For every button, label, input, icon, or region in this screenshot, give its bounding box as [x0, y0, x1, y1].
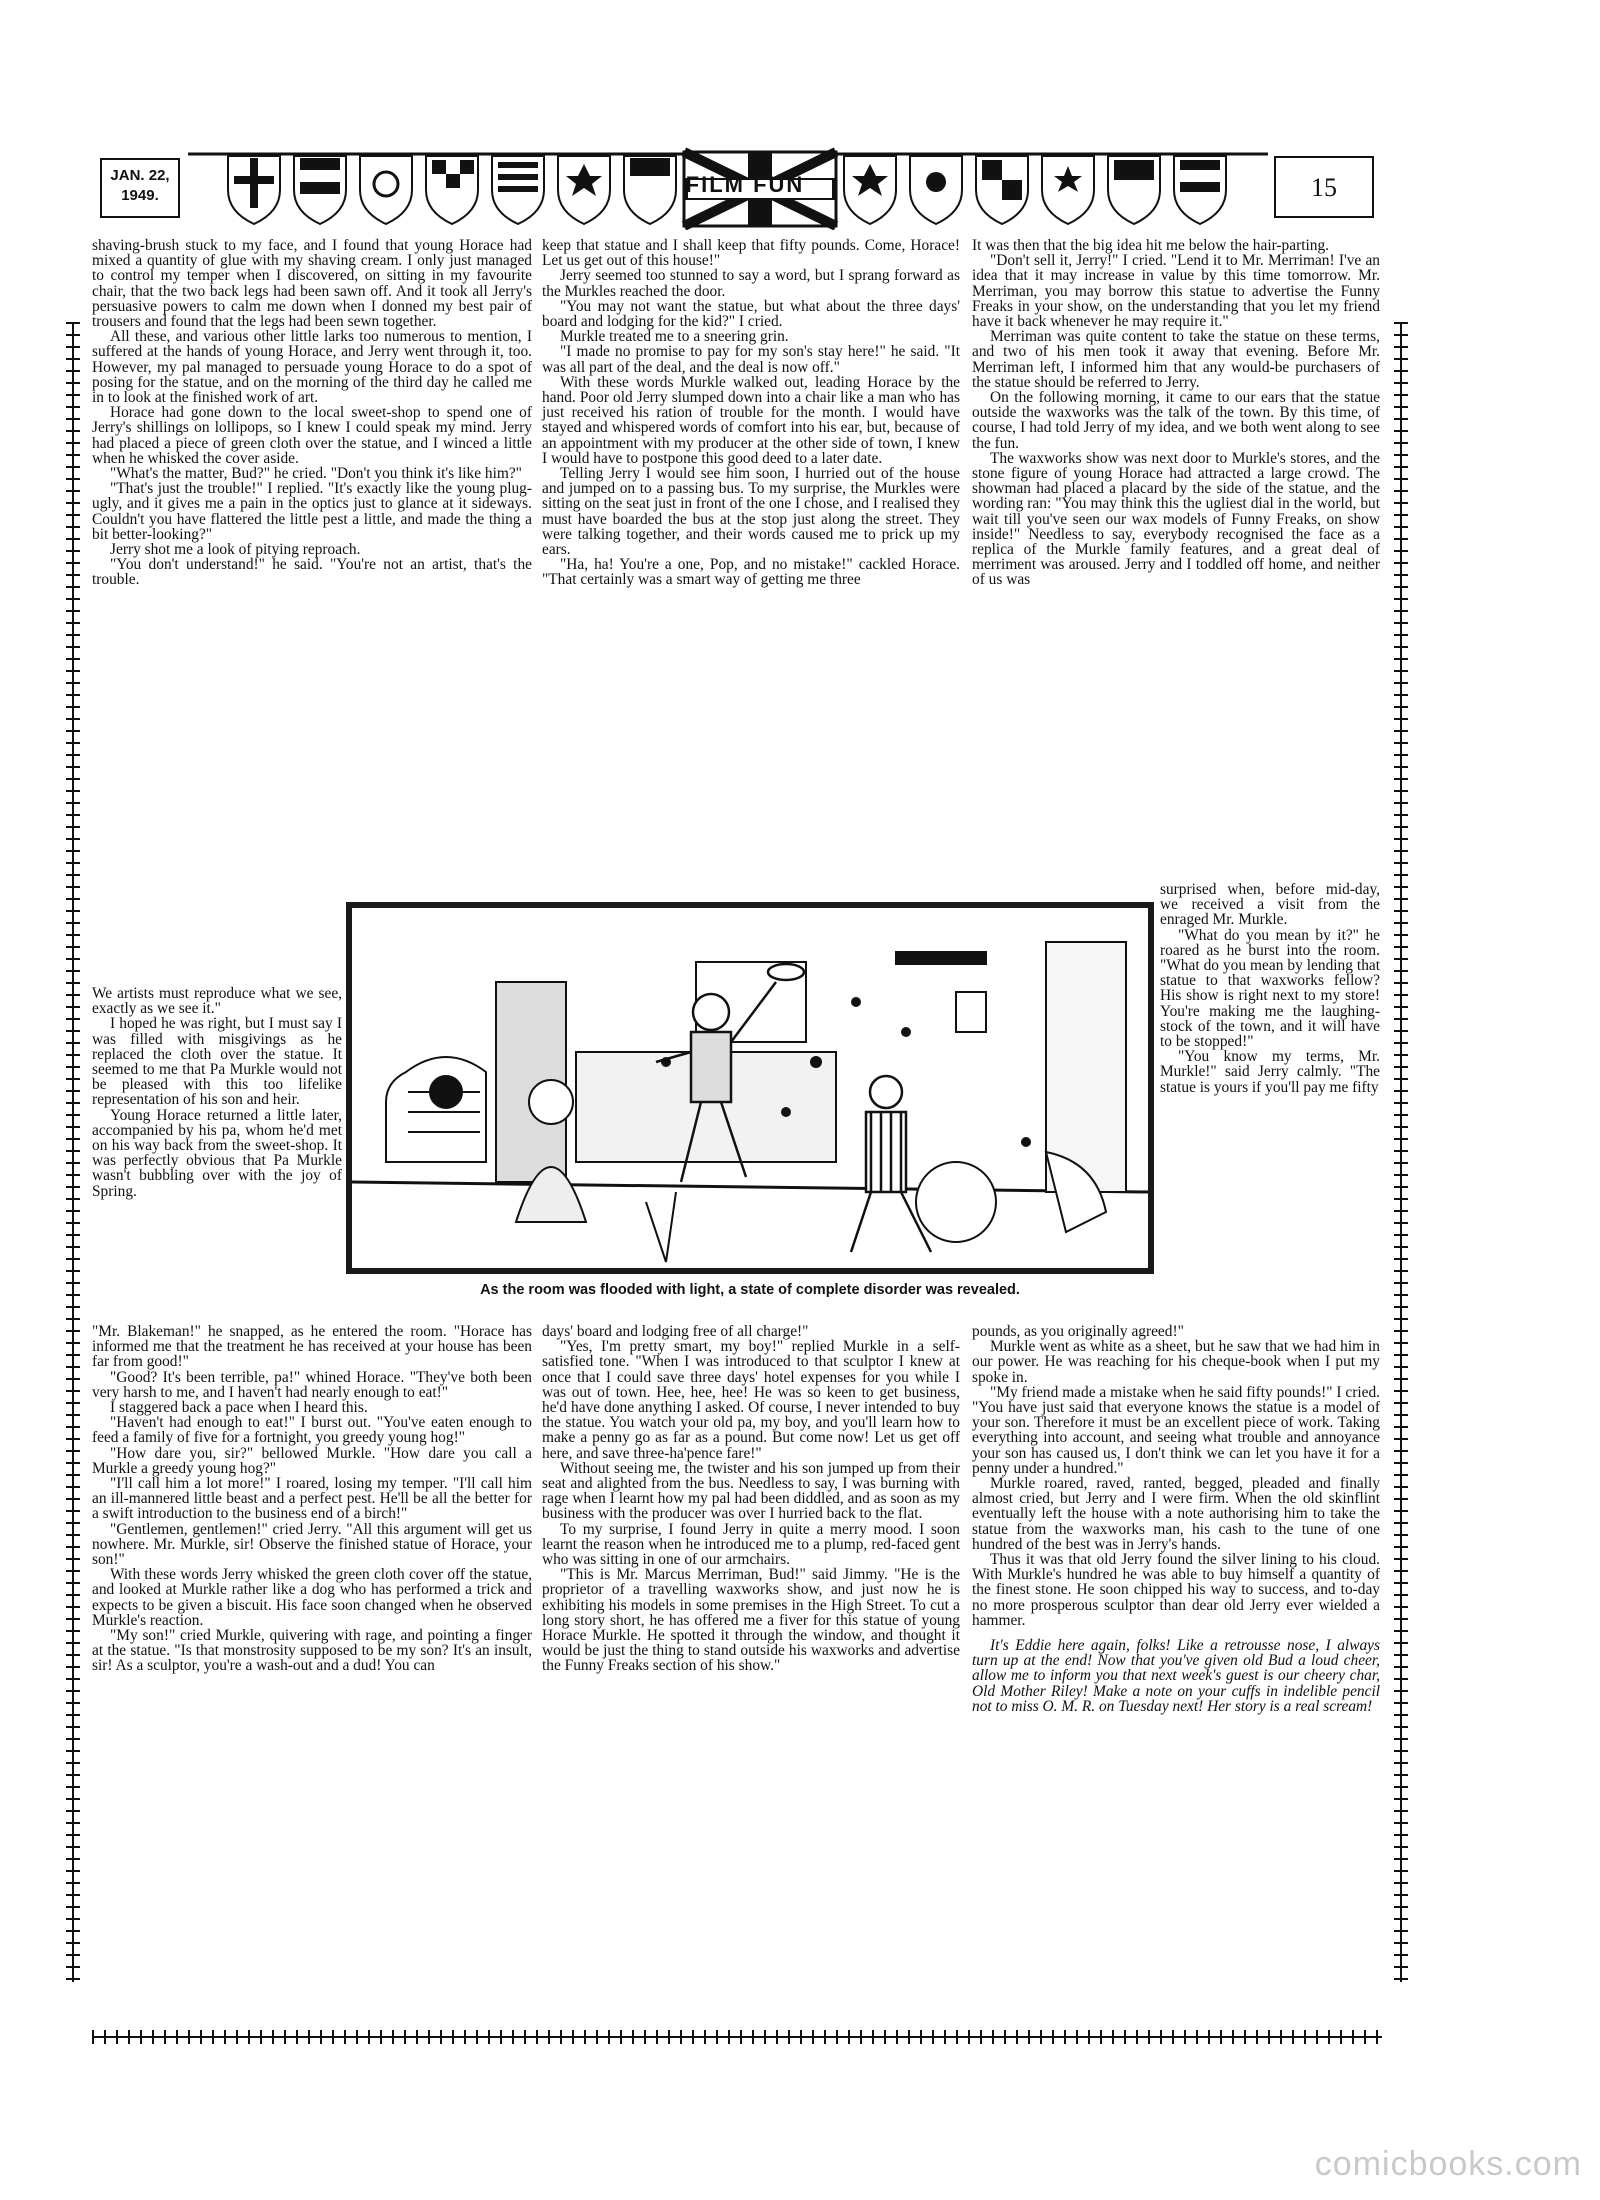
paragraph: Telling Jerry I would see him soon, I hurried out of the house and jumped on to a passing bus. To my surprise, the Murkles were sitting on the seat just in front of the one I chose, and I realised they must have boarded the bus at the stop just along the street. They were talking together, and their words caused me to prick up my ears. — [542, 465, 961, 559]
title-banner — [652, 142, 832, 228]
paragraph: Thus it was that old Jerry found the silver lining to his cloud. With Murkle's hundred he was able to buy himself a quantity of the finest stone. He soon chipped his way to success, and to-day no more prosperous sculptor than dear old Jerry ever wielded a hammer. — [972, 1551, 1380, 1629]
bottom-border — [92, 2030, 1382, 2044]
right-border — [1394, 322, 1408, 1982]
paragraph: Murkle went as white as a sheet, but he saw that we had him in our power. He was reaching for his cheque-book when I put my spoke in. — [972, 1338, 1380, 1386]
paragraph: "Ha, ha! You're a one, Pop, and no mistake!" cackled Horace. "That certainly was a smart way of getting me three — [542, 556, 960, 589]
paragraph: days' board and lodging free of all charge!" — [542, 1323, 809, 1340]
paragraph: To my surprise, I found Jerry in quite a merry mood. I soon learnt the reason when he introduced me to a plump, red-faced gent who was sitting in one of our armchairs. — [542, 1520, 960, 1569]
paragraph: Jerry shot me a look of pitying reproach. — [110, 541, 361, 559]
paragraph: Jerry seemed too stunned to say a word, but I sprang forward as the Murkles reached the door. — [542, 267, 960, 300]
paragraph: We artists must reproduce what we see, exactly as we see it." — [92, 985, 342, 1018]
issue-date — [100, 158, 180, 218]
paragraph: It was then that the big idea hit me below the hair-parting. — [972, 237, 1329, 254]
paragraph: With these words Murkle walked out, leading Horace by the hand. Poor old Jerry slumped down into a chair like a man who has just received his ration of trouble for the month. I would have stayed and whispered words of comfort into his ear, but, because of an appointment with my producer at the other side of town, I knew I would have to postpone this good deed to a later date. — [542, 373, 960, 467]
column-3-bottom — [972, 1324, 1380, 1714]
paragraph: I staggered back a pace when I heard this. — [110, 1399, 368, 1417]
paragraph: pounds, as you originally agreed!" — [972, 1323, 1184, 1340]
left-border — [66, 322, 80, 1982]
paragraph: Murkle treated me to a sneering grin. — [560, 328, 789, 346]
paragraph: shaving-brush stuck to my face, and I found that young Horace had mixed a quantity of glue with my shaving cream. I only just managed to control my temper when I discovered, on sitting in my favourite chair, that the two back legs had been sawn off. And it took all Jerry's persuasive powers to calm me down when I donned my best pair of trousers and found that the legs had been sewn together. — [92, 237, 532, 331]
paragraph: "My friend made a mistake when he said fifty pounds!" I cried. "You have just said that everyone knows the statue is a model of your son. Therefore it must be an excellent piece of work. Taking everything into account, and seeing what trouble and annoyance your son has caused us, I don't think we can let you have it for a penny under a hundred." — [972, 1383, 1380, 1477]
paragraph: "What do you mean by it?" he roared as he burst into the room. "What do you mean by lending that statue to that waxworks fellow? His show is right next to my store! You're making me the laughing-stock of the town, and it will have to be stopped!" — [1160, 926, 1380, 1051]
paragraph: "Mr. Blakeman!" he snapped, as he entered the room. "Horace has informed me that the treatment he has received at your house has been far from good!" — [92, 1323, 532, 1371]
paragraph: Horace had gone down to the local sweet-shop to spend one of Jerry's shillings on lollipops, so I knew I could speak my mind. Jerry had placed a piece of green cloth over the statue, and I winced a little when he whisked the cover aside. — [92, 404, 532, 467]
paragraph: "Don't sell it, Jerry!" I cried. "Lend it to Mr. Merriman! I've an idea that it may increase in value by this time tomorrow. Mr. Merriman, you may borrow this statue to advertise the Funny Freaks in your show, on the understanding that you let my friend have it back whenever he may require it." — [972, 252, 1380, 331]
paragraph: Without seeing me, the twister and his son jumped up from their seat and alighted from the bus. Needless to say, I was burning with rage when I learnt how my pal had been diddled, and as soon as my business with the producer was over I hurried back to the flat. — [542, 1459, 960, 1523]
closing-note: It's Eddie here again, folks! Like a retrousse nose, I always turn up at the end! Now that you've given old Bud a loud cheer, allow me to inform you that next week's guest is our cheery char, Old Mother Riley! Make a note on your cuffs in indelible pencil not to miss O. M. R. on Tuesday next! Her story is a real scream! — [972, 1637, 1380, 1715]
page-number: 15 — [1274, 156, 1374, 218]
paragraph: On the following morning, it came to our ears that the statue outside the waxworks was the talk of the town. By this time, of course, I had told Jerry of my idea, and we both went along to see the fun. — [972, 389, 1380, 452]
comic-page — [92, 142, 1382, 2042]
paragraph: I hoped he was right, but I must say I was filled with misgivings as he replaced the cloth over the statue. It seemed to me that Pa Murkle would not be pleased with this too lifelike representation of his son and heir. — [92, 1015, 342, 1109]
paragraph: "What's the matter, Bud?" he cried. "Don't you think it's like him?" — [110, 465, 522, 483]
paragraph: Murkle roared, raved, ranted, begged, pleaded and finally almost cried, but Jerry and I were firm. When the old skinflint eventually left the house with a note authorising him to take the statue from the waxworks man, his cash to the tune of one hundred of the best was in Jerry's hands. — [972, 1475, 1380, 1553]
issue-date-line1: JAN. 22, — [110, 167, 170, 184]
paragraph: "How dare you, sir?" bellowed Murkle. "How dare you call a Murkle a greedy young hog?" — [92, 1444, 532, 1477]
paragraph: With these words Jerry whisked the green cloth cover off the statue, and looked at Murkle rather like a dog who has performed a trick and expects to be given a biscuit. His face soon changed when he observed Murkle's reaction. — [92, 1566, 532, 1629]
site-watermark: comicbooks.com — [1314, 2145, 1582, 2183]
column-2-top — [542, 238, 960, 588]
paragraph: "Gentlemen, gentlemen!" cried Jerry. "All this argument will get us nowhere. Mr. Murkle, sir! Observe the finished statue of Horace, your son!" — [92, 1520, 532, 1569]
page-header — [92, 142, 1382, 234]
paragraph: "This is Mr. Marcus Merriman, Bud!" said Jimmy. "He is the proprietor of a travelling waxworks show, and just now he is exhibiting his models in some premises in the High Street. To cut a long story short, he has offered me a fiver for this statue of young Horace Murkle. He spotted it through the window, and thought it would be just the thing to stand outside his waxworks and advertise the Funny Freaks section of his show." — [542, 1566, 960, 1675]
paragraph: "I'll call him a lot more!" I roared, losing my temper. "I'll call him an ill-mannered little beast and a perfect pest. He'll be all the better for a swift introduction to the business end of a birch!" — [92, 1475, 532, 1523]
paragraph: "I made no promise to pay for my son's stay here!" he said. "It was all part of the deal, and the deal is now off." — [542, 343, 960, 376]
column-1-top — [92, 238, 532, 588]
paragraph: "Haven't had enough to eat!" I burst out. "You've eaten enough to feed a family of five for a fortnight, you greedy young hog!" — [92, 1414, 532, 1447]
column-3-top — [972, 238, 1380, 588]
paragraph: "Good? It's been terrible, pa!" whined Horace. "They've both been very harsh to me, and I haven't had nearly enough to eat!" — [92, 1368, 532, 1401]
paragraph: "You don't understand!" he said. "You're not an artist, that's the trouble. — [92, 556, 532, 589]
paragraph: All these, and various other little larks too numerous to mention, I suffered at the hands of young Horace, and Jerry went through it, too. However, my pal managed to persuade young Horace to do a spot of posing for the statue, and on the morning of the third day he called me in to look at the finished work of art. — [92, 328, 532, 407]
paragraph: "Yes, I'm pretty smart, my boy!" replied Murkle in a self-satisfied tone. "When I was introduced to that sculptor I knew at once that I could save three days' hotel expenses for you while I was out of town. Hee, hee, hee! He was so keen to get business, he'd have done anything I asked. Of course, I never intended to buy the statue. You watch your old pa, my boy, and you'll learn how to make a penny go as far as a pound. But come now! Let us get off here, and save three-ha'pence fare!" — [542, 1338, 960, 1462]
paragraph: surprised when, before mid-day, we received a visit from the enraged Mr. Murkle. — [1160, 881, 1380, 929]
issue-date-line2: 1949. — [121, 187, 159, 204]
paragraph: "You may not want the statue, but what about the three days' board and lodging for the kid?" I cried. — [542, 297, 960, 331]
paragraph: Young Horace returned a little later, accompanied by his pa, whom he'd met on his way back from the sweet-shop. It was perfectly obvious that Pa Murkle wasn't bubbling over with the joy of Spring. — [92, 1106, 342, 1200]
illustration-caption: As the room was flooded with light, a state of complete disorder was revealed. — [480, 1282, 1020, 1298]
paragraph: Merriman was quite content to take the statue on these terms, and two of his men took it away that evening. Before Mr. Merriman left, I informed him that any would-be purchasers of the statue should be referred to Jerry. — [972, 328, 1380, 391]
column-2-bottom — [542, 1324, 960, 1674]
paragraph: "That's just the trouble!" I replied. "It's exactly like the young plug-ugly, and it gives me a pain in the optics just to glance at it sideways. Couldn't you have flattered the little pest a little, and made the thing a bit better-looking?" — [92, 480, 532, 543]
column-1-wrap — [92, 986, 342, 1199]
magazine-title: FILM FUN — [685, 172, 805, 197]
column-1-bottom — [92, 1324, 532, 1674]
column-3-wrap — [1160, 882, 1380, 1095]
paragraph: "You know my terms, Mr. Murkle!" said Jerry calmly. "The statue is yours if you'll pay me fifty — [1160, 1048, 1380, 1096]
paragraph: The waxworks show was next door to Murkle's stores, and the stone figure of young Horace had attracted a large crowd. The showman had placed a placard by the side of the statue, and the wording ran: "You may think this the ugliest dial in the world, but wait till you've seen our wax models of Funny Freaks, on show inside!" Needless to say, everybody recognised the face as a replica of the Murkle family features, and a great deal of merriment was aroused. Jerry and I toddled off home, and neither of us was — [972, 449, 1380, 589]
paragraph: "My son!" cried Murkle, quivering with rage, and pointing a finger at the statue. "Is that monstrosity supposed to be my son? It's an insult, sir! As a sculptor, you're a wash-out and a dud! You can — [92, 1627, 532, 1675]
paragraph: keep that statue and I shall keep that fifty pounds. Come, Horace! Let us get out of this house!" — [542, 237, 960, 270]
room-illustration — [346, 902, 1154, 1298]
